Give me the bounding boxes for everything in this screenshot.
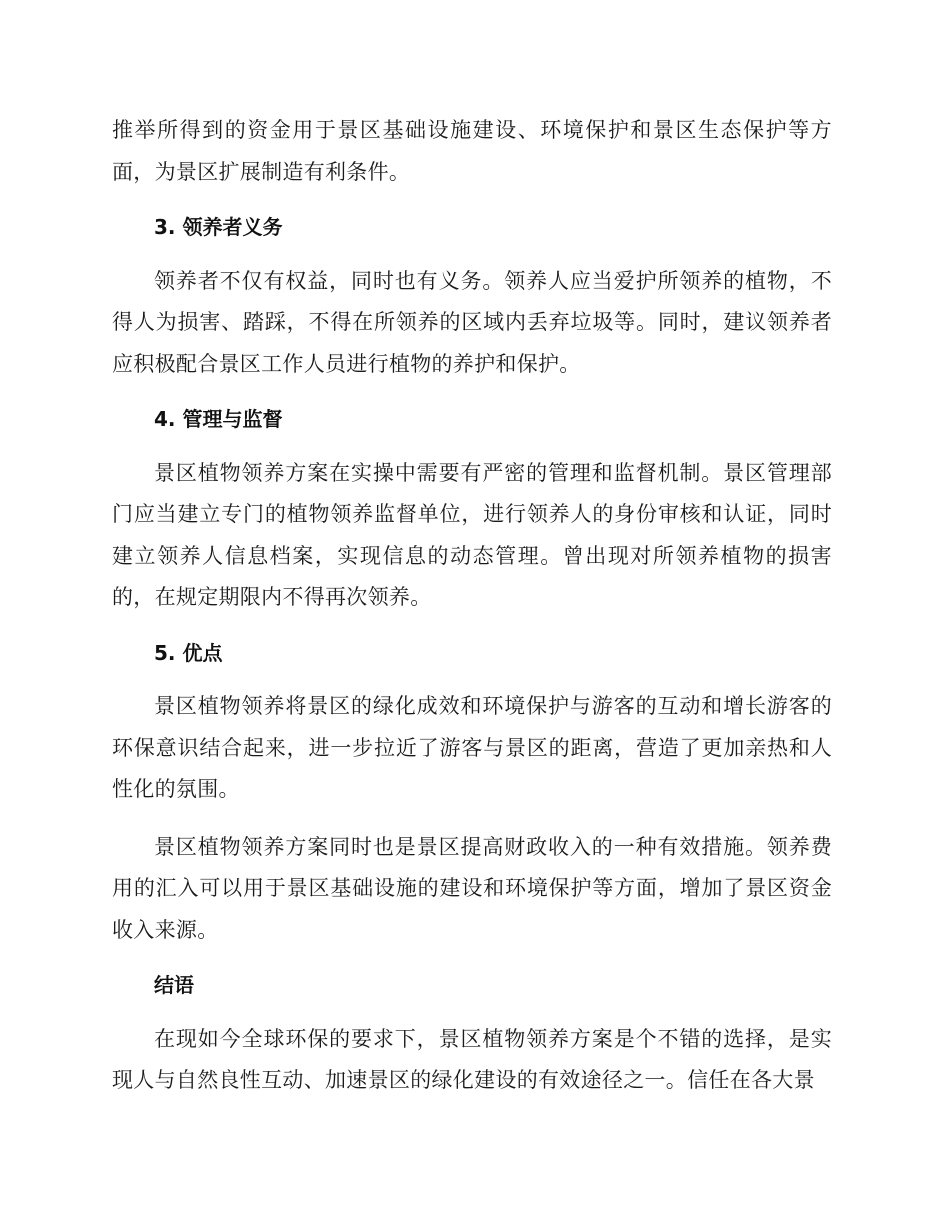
heading-conclusion: 结语 <box>154 973 194 997</box>
paragraph-conclusion: 在现如今全球环保的要求下，景区植物领养方案是个不错的选择，是实现人与自然良性互动、加速景区的绿化建设的有效途径之一。信任在各大景 <box>112 1026 832 1092</box>
heading-advantages: 5. 优点 <box>154 640 223 665</box>
paragraph-advantages-1: 景区植物领养将景区的绿化成效和环境保护与游客的互动和增长游客的环保意识结合起来，进一步拉近了游客与景区的距离，营造了更加亲热和人性化的氛围。 <box>112 694 832 801</box>
paragraph-funding: 推举所得到的资金用于景区基础设施建设、环境保护和景区生态保护等方面，为景区扩展制造有利条件。 <box>112 118 832 184</box>
heading-adopter-duties: 3. 领养者义务 <box>154 215 283 239</box>
paragraph-adopter-duties: 领养者不仅有权益，同时也有义务。领养人应当爱护所领养的植物，不得人为损害、踏踩，不得在所领养的区域内丢弃垃圾等。同时，建议领养者应积极配合景区工作人员进行植物的养护和保护。 <box>112 268 832 376</box>
document-page <box>112 0 832 1102</box>
paragraph-advantages-2: 景区植物领养方案同时也是景区提高财政收入的一种有效措施。领养费用的汇入可以用于景区基础设施的建设和环境保护等方面，增加了景区资金收入来源。 <box>112 834 832 942</box>
paragraph-management: 景区植物领养方案在实操中需要有严密的管理和监督机制。景区管理部门应当建立专门的植物领养监督单位，进行领养人的身份审核和认证，同时建立领养人信息档案，实现信息的动态管理。曾出现对所领养植物的损害的，在规定期限内不得再次领养。 <box>112 460 832 609</box>
heading-management: 4. 管理与监督 <box>154 407 283 431</box>
